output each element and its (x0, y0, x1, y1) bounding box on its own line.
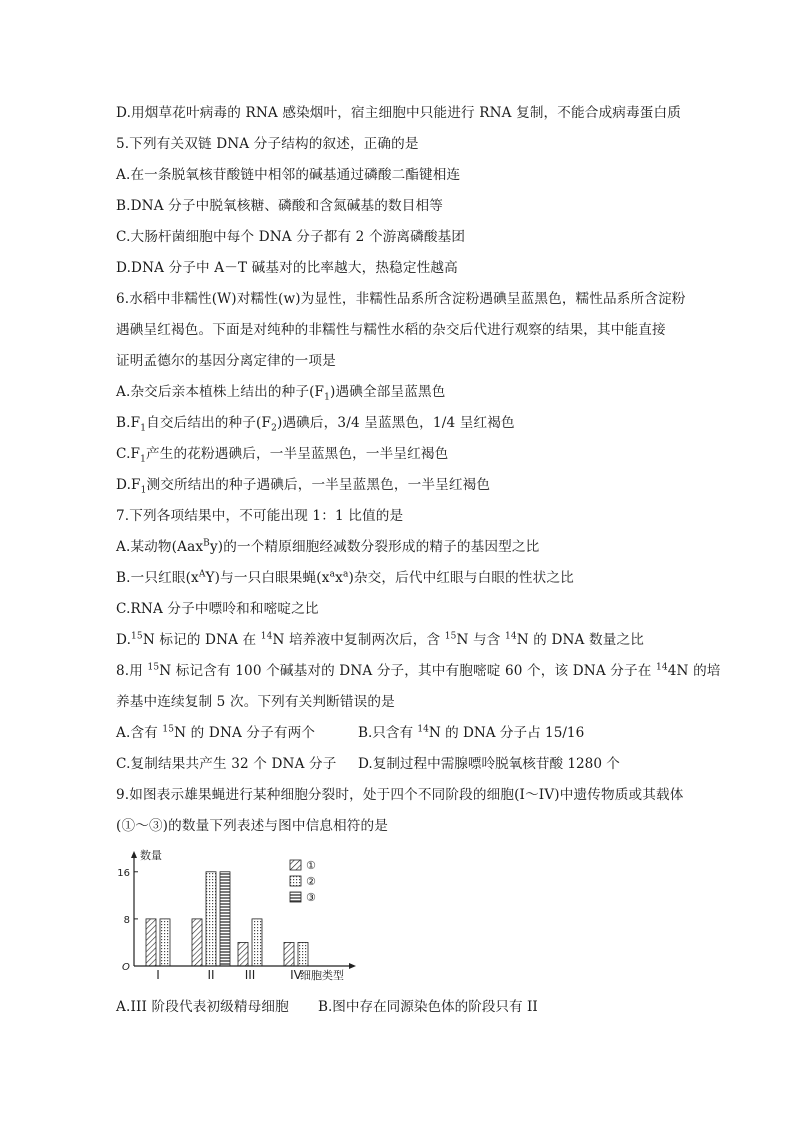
legend-swatch (290, 892, 301, 902)
x-axis-arrow (349, 963, 356, 969)
question-5-stem: 5.下列有关双链 DNA 分子结构的叙述，正确的是 (116, 136, 419, 152)
question-9-option-b: B.图中存在同源染色体的阶段只有 II (318, 999, 538, 1015)
question-6-option-a: A.杂交后亲本植株上结出的种子$(F_1)$遇碘全部呈蓝黑色 (116, 384, 446, 403)
origin-label: O (122, 962, 130, 973)
x-tick-label: II (207, 968, 215, 982)
question-9-stem-line1: 9.如图表示雄果蝇进行某种细胞分裂时，处于四个不同阶段的细胞(I～IV)中遗传物质或其载体 (116, 787, 684, 803)
question-6-stem-line2: 遇碘呈红褐色。下面是对纯种的非糯性与糯性水稻的杂交后代进行观察的结果，其中能直接 (116, 322, 666, 338)
bar (252, 919, 262, 966)
question-8-option-d: D.复制过程中需腺嘌呤脱氧核苷酸 1280 个 (358, 756, 620, 772)
line-d-tmv: D.用烟草花叶病毒的 RNA 感染烟叶，宿主细胞中只能进行 RNA 复制，不能合成病毒蛋白质 (116, 105, 681, 121)
question-6-option-b: $B.F_1$自交后结出的种子$(F_2)$遇碘后，3/4 呈蓝黑色，1/4 呈红褐色 (116, 415, 515, 434)
question-6-option-c: $C.F_1$产生的花粉遇碘后，一半呈蓝黑色，一半呈红褐色 (116, 446, 449, 465)
question-8-option-b: B.只含有 $^{14}$N 的 DNA 分子占 15/16 (358, 724, 585, 741)
question-6-stem-line1: 6.水稻中非糯性(W)对糯性(w)为显性，非糯性品系所含淀粉遇碘呈蓝黑色，糯性品系所含淀粉 (116, 291, 686, 307)
question-5-option-b: B.DNA 分子中脱氧核糖、磷酸和含氮碱基的数目相等 (116, 198, 444, 214)
question-9-stem-line2: (①～③)的数量下列表述与图中信息相符的是 (116, 818, 389, 834)
question-8-option-c: C.复制结果共产生 32 个 DNA 分子 (116, 756, 337, 772)
x-tick-label: IV (290, 968, 302, 982)
cell-division-bar-chart (110, 846, 380, 986)
bar (220, 872, 230, 966)
legend-swatch (290, 860, 301, 870)
legend-label: ① (306, 859, 316, 872)
question-8-option-a: A.含有 $^{15}$N 的 DNA 分子有两个 (116, 724, 316, 741)
x-tick-label: III (244, 968, 256, 982)
bar (298, 942, 308, 966)
y-tick-label: 8 (123, 914, 130, 926)
question-5-option-a: A.在一条脱氧核苷酸链中相邻的碱基通过磷酸二酯键相连 (116, 167, 461, 183)
bar (238, 942, 248, 966)
question-5-option-d: D.DNA 分子中 A－T 碱基对的比率越大，热稳定性越高 (116, 260, 458, 276)
question-7-option-d: D.$^{15}$N 标记的 DNA 在 $^{14}$N 培养液中复制两次后，含 $^{15}$N 与含 $^{14}$N 的 DNA 数量之比 (116, 631, 644, 648)
question-6-option-d: $D.F_1$测交所结出的种子遇碘后，一半呈蓝黑色，一半呈红褐色 (116, 477, 491, 496)
question-7-option-b: B.一只红眼$(x^AY)$与一只白眼果蝇$(x^ax^a)$杂交，后代中红眼与白眼的性状之比 (116, 569, 574, 586)
question-8-stem-line2: 养基中连续复制 5 次。下列有关判断错误的是 (116, 694, 395, 710)
question-5-option-c: C.大肠杆菌细胞中每个 DNA 分子都有 2 个游离磷酸基团 (116, 229, 466, 245)
y-tick-label: 16 (117, 867, 130, 879)
question-7-option-c: C.RNA 分子中嘌呤和和嘧啶之比 (116, 601, 319, 617)
y-axis-label: 数量 (140, 849, 162, 862)
bar (192, 919, 202, 966)
question-7-stem: 7.下列各项结果中，不可能出现 1：1 比值的是 (116, 508, 404, 524)
legend-label: ② (306, 875, 316, 888)
question-8-stem-line1: 8.用 $^{15}$N 标记含有 100 个碱基对的 DNA 分子，其中有胞嘧啶 60 个，该 DNA 分子在 $^{14}$4N 的培 (116, 662, 721, 679)
legend-label: ③ (306, 891, 316, 904)
bar (206, 872, 216, 966)
question-6-stem-line3: 证明孟德尔的基因分离定律的一项是 (116, 353, 336, 369)
question-7-option-a: A.某动物(Aax$^B$y)的一个精原细胞经减数分裂形成的精子的基因型之比 (116, 538, 540, 555)
x-axis-label: 细胞类型 (300, 969, 344, 982)
bar (284, 942, 294, 966)
x-tick-label: I (156, 968, 160, 982)
bar (160, 919, 170, 966)
y-axis-arrow (131, 851, 137, 858)
legend-swatch (290, 876, 301, 886)
question-9-option-a: A.III 阶段代表初级精母细胞 (116, 999, 289, 1015)
bar (146, 919, 156, 966)
